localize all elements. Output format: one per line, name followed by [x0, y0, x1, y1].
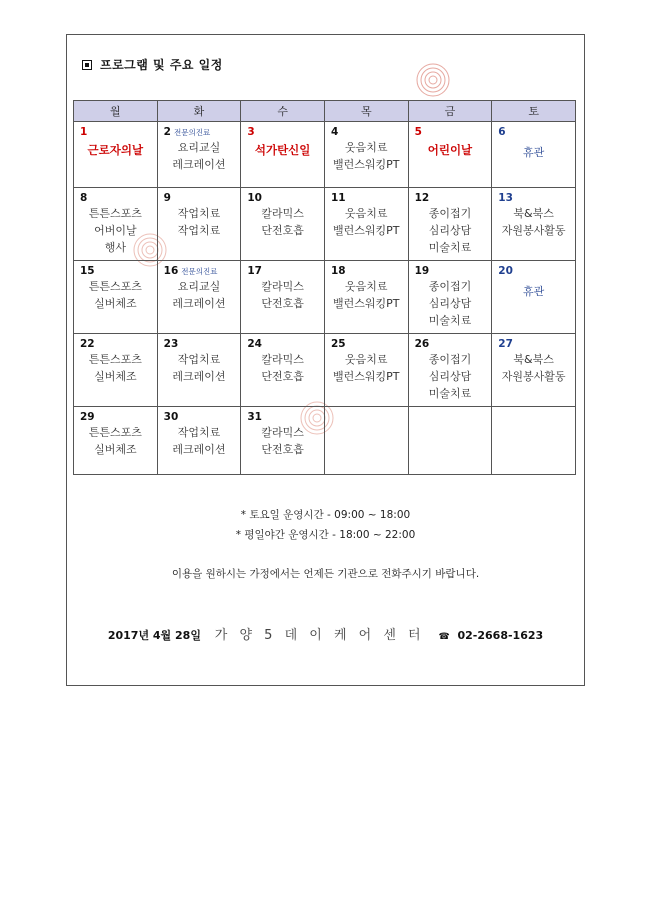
activity-list [498, 283, 569, 300]
week-row [74, 188, 576, 261]
activity-item: 웃음치료 [345, 141, 388, 154]
activity-list [164, 278, 235, 312]
activity-list [331, 139, 402, 173]
activity-list [331, 351, 402, 385]
activity-item: 작업치료 [177, 353, 221, 366]
activity-item: 어버이날 [94, 224, 137, 237]
section-heading [82, 56, 223, 73]
activity-item: 튼튼스포츠 [88, 280, 142, 293]
activity-list [164, 351, 235, 385]
week-row [74, 261, 576, 334]
day-cell [241, 122, 325, 188]
activity-item: 행사 [104, 241, 126, 254]
activity-item: 레크레이션 [172, 297, 226, 310]
activity-item: 미술치료 [428, 314, 472, 327]
activity-item: 요리교실 [177, 280, 221, 293]
day-cell [74, 261, 158, 334]
activity-list [164, 424, 235, 458]
activity-item: 웃음치료 [345, 353, 388, 366]
activity-item: 단전호흡 [261, 224, 304, 237]
activity-list [415, 205, 486, 256]
activity-item: 웃음치료 [345, 207, 388, 220]
day-cell [74, 122, 158, 188]
day-number: 3 [247, 126, 255, 138]
activity-list [331, 278, 402, 312]
weekday-header-row [74, 101, 576, 122]
activity-item: 튼튼스포츠 [88, 353, 142, 366]
day-number: 12 [414, 192, 430, 204]
day-cell [408, 122, 492, 188]
activity-item: 북&북스 [513, 207, 554, 220]
activity-list [164, 205, 235, 239]
day-number: 9 [163, 192, 171, 204]
activity-item: 칼라믹스 [261, 280, 304, 293]
day-cell [324, 407, 408, 475]
day-cell [241, 188, 325, 261]
day-cell [408, 188, 492, 261]
center-name: 가 양 5 데 이 케 어 센 터 [214, 628, 425, 643]
activity-item: 종이접기 [428, 280, 472, 293]
activity-list [80, 278, 151, 312]
section-heading-text: 프로그램 및 주요 일정 [100, 58, 223, 72]
activity-item: 요리교실 [177, 141, 221, 154]
week-row [74, 122, 576, 188]
activity-list [247, 205, 318, 239]
activity-list [498, 205, 569, 239]
day-number: 15 [80, 265, 95, 277]
day-number: 8 [80, 192, 88, 204]
weekday-header: 목 [324, 101, 408, 122]
activity-item: 단전호흡 [261, 297, 304, 310]
day-number: 25 [330, 338, 346, 350]
day-number: 24 [247, 338, 262, 350]
day-cell [492, 334, 576, 407]
day-cell [157, 334, 241, 407]
activity-item: 심리상담 [428, 370, 472, 383]
day-cell [324, 122, 408, 188]
day-cell [324, 188, 408, 261]
day-cell [408, 261, 492, 334]
activity-item: 레크레이션 [172, 370, 226, 383]
day-number: 5 [414, 126, 422, 138]
activity-list [247, 142, 318, 159]
weeknight-hours: * 평일야간 운영시간 - 18:00 ~ 22:00 [235, 529, 416, 541]
activity-list [80, 205, 151, 256]
day-cell [492, 122, 576, 188]
weekday-header: 화 [157, 101, 241, 122]
week-row [74, 334, 576, 407]
day-cell [157, 122, 241, 188]
square-bullet-icon [82, 60, 92, 70]
day-number: 27 [498, 338, 513, 350]
activity-list [498, 144, 569, 161]
doctor-visit-note: 전문의진료 [173, 128, 211, 137]
day-number: 6 [498, 126, 506, 138]
day-cell [492, 188, 576, 261]
activity-item: 작업치료 [177, 426, 221, 439]
activity-list [331, 205, 402, 239]
weekday-header: 수 [241, 101, 325, 122]
day-number: 19 [414, 265, 430, 277]
footer-date: 2017년 4월 28일 [107, 629, 201, 642]
activity-item: 밸런스워킹PT [333, 224, 400, 237]
activity-list [80, 424, 151, 458]
day-number: 17 [247, 265, 262, 277]
weekday-header: 월 [74, 101, 158, 122]
activity-item: 튼튼스포츠 [88, 426, 142, 439]
day-cell [74, 334, 158, 407]
closed-label: 휴관 [523, 285, 545, 298]
weekday-header: 토 [492, 101, 576, 122]
day-cell [241, 334, 325, 407]
day-number: 20 [498, 265, 513, 277]
activity-item: 실버체조 [94, 370, 137, 383]
activity-list [80, 351, 151, 385]
activity-list [80, 142, 151, 159]
activity-item: 단전호흡 [261, 443, 304, 456]
day-cell [74, 407, 158, 475]
activity-item: 심리상담 [428, 297, 472, 310]
activity-list [498, 351, 569, 385]
activity-item: 미술치료 [428, 241, 472, 254]
footer-signature [66, 624, 585, 643]
activity-item: 실버체조 [94, 443, 137, 456]
activity-item: 칼라믹스 [261, 426, 304, 439]
activity-list [247, 424, 318, 458]
day-number: 29 [80, 411, 95, 423]
day-cell [408, 407, 492, 475]
activity-item: 밸런스워킹PT [333, 370, 400, 383]
day-cell [241, 261, 325, 334]
activity-item: 실버체조 [94, 297, 137, 310]
day-number: 4 [330, 126, 339, 138]
day-cell [157, 188, 241, 261]
activity-item: 작업치료 [177, 224, 221, 237]
activity-list [164, 139, 235, 173]
saturday-hours: * 토요일 운영시간 - 09:00 ~ 18:00 [240, 509, 411, 521]
activity-item: 칼라믹스 [261, 207, 304, 220]
holiday-label: 근로자의날 [87, 143, 144, 157]
activity-list [415, 278, 486, 329]
activity-item: 레크레이션 [172, 443, 226, 456]
activity-item: 웃음치료 [345, 280, 388, 293]
holiday-label: 어린이날 [427, 143, 473, 157]
activity-list [415, 142, 486, 159]
activity-item: 레크레이션 [172, 158, 226, 171]
day-cell [324, 334, 408, 407]
activity-item: 단전호흡 [261, 370, 304, 383]
activity-item: 종이접기 [428, 207, 472, 220]
day-number: 22 [80, 338, 95, 350]
week-row [74, 407, 576, 475]
day-number: 16 [163, 265, 179, 277]
activity-list [415, 351, 486, 402]
activity-list [247, 351, 318, 385]
day-number: 2 [163, 126, 171, 138]
day-number: 1 [80, 126, 88, 138]
activity-item: 자원봉사활동 [501, 370, 566, 383]
day-cell [157, 261, 241, 334]
activity-item: 밸런스워킹PT [333, 297, 400, 310]
schedule-calendar [73, 100, 576, 475]
doctor-visit-note: 전문의진료 [181, 267, 218, 276]
day-number: 13 [498, 192, 513, 204]
activity-item: 자원봉사활동 [501, 224, 566, 237]
day-number: 10 [247, 192, 262, 204]
swirl-decoration-icon [413, 60, 453, 100]
activity-item: 심리상담 [428, 224, 472, 237]
activity-item: 칼라믹스 [261, 353, 304, 366]
day-cell [241, 407, 325, 475]
holiday-label: 석가탄신일 [254, 143, 311, 157]
day-number: 30 [163, 411, 179, 423]
phone-number: 02-2668-1623 [457, 629, 544, 642]
activity-item: 작업치료 [177, 207, 221, 220]
weekday-header: 금 [408, 101, 492, 122]
phone-icon: ☎ [438, 632, 450, 642]
day-number: 23 [163, 338, 179, 350]
activity-item: 북&북스 [513, 353, 554, 366]
day-cell [492, 261, 576, 334]
activity-item: 미술치료 [428, 387, 472, 400]
day-number: 31 [247, 411, 262, 423]
day-cell [408, 334, 492, 407]
day-cell [157, 407, 241, 475]
activity-item: 종이접기 [428, 353, 472, 366]
activity-list [247, 278, 318, 312]
day-cell [74, 188, 158, 261]
notice-text: 이용을 원하시는 가정에서는 언제든 기관으로 전화주시기 바랍니다. [171, 568, 480, 580]
day-number: 18 [330, 265, 346, 277]
day-cell [324, 261, 408, 334]
day-number: 11 [330, 192, 346, 204]
day-number: 26 [414, 338, 430, 350]
closed-label: 휴관 [523, 146, 545, 159]
day-cell [492, 407, 576, 475]
activity-item: 밸런스워킹PT [333, 158, 400, 171]
activity-item: 튼튼스포츠 [88, 207, 142, 220]
